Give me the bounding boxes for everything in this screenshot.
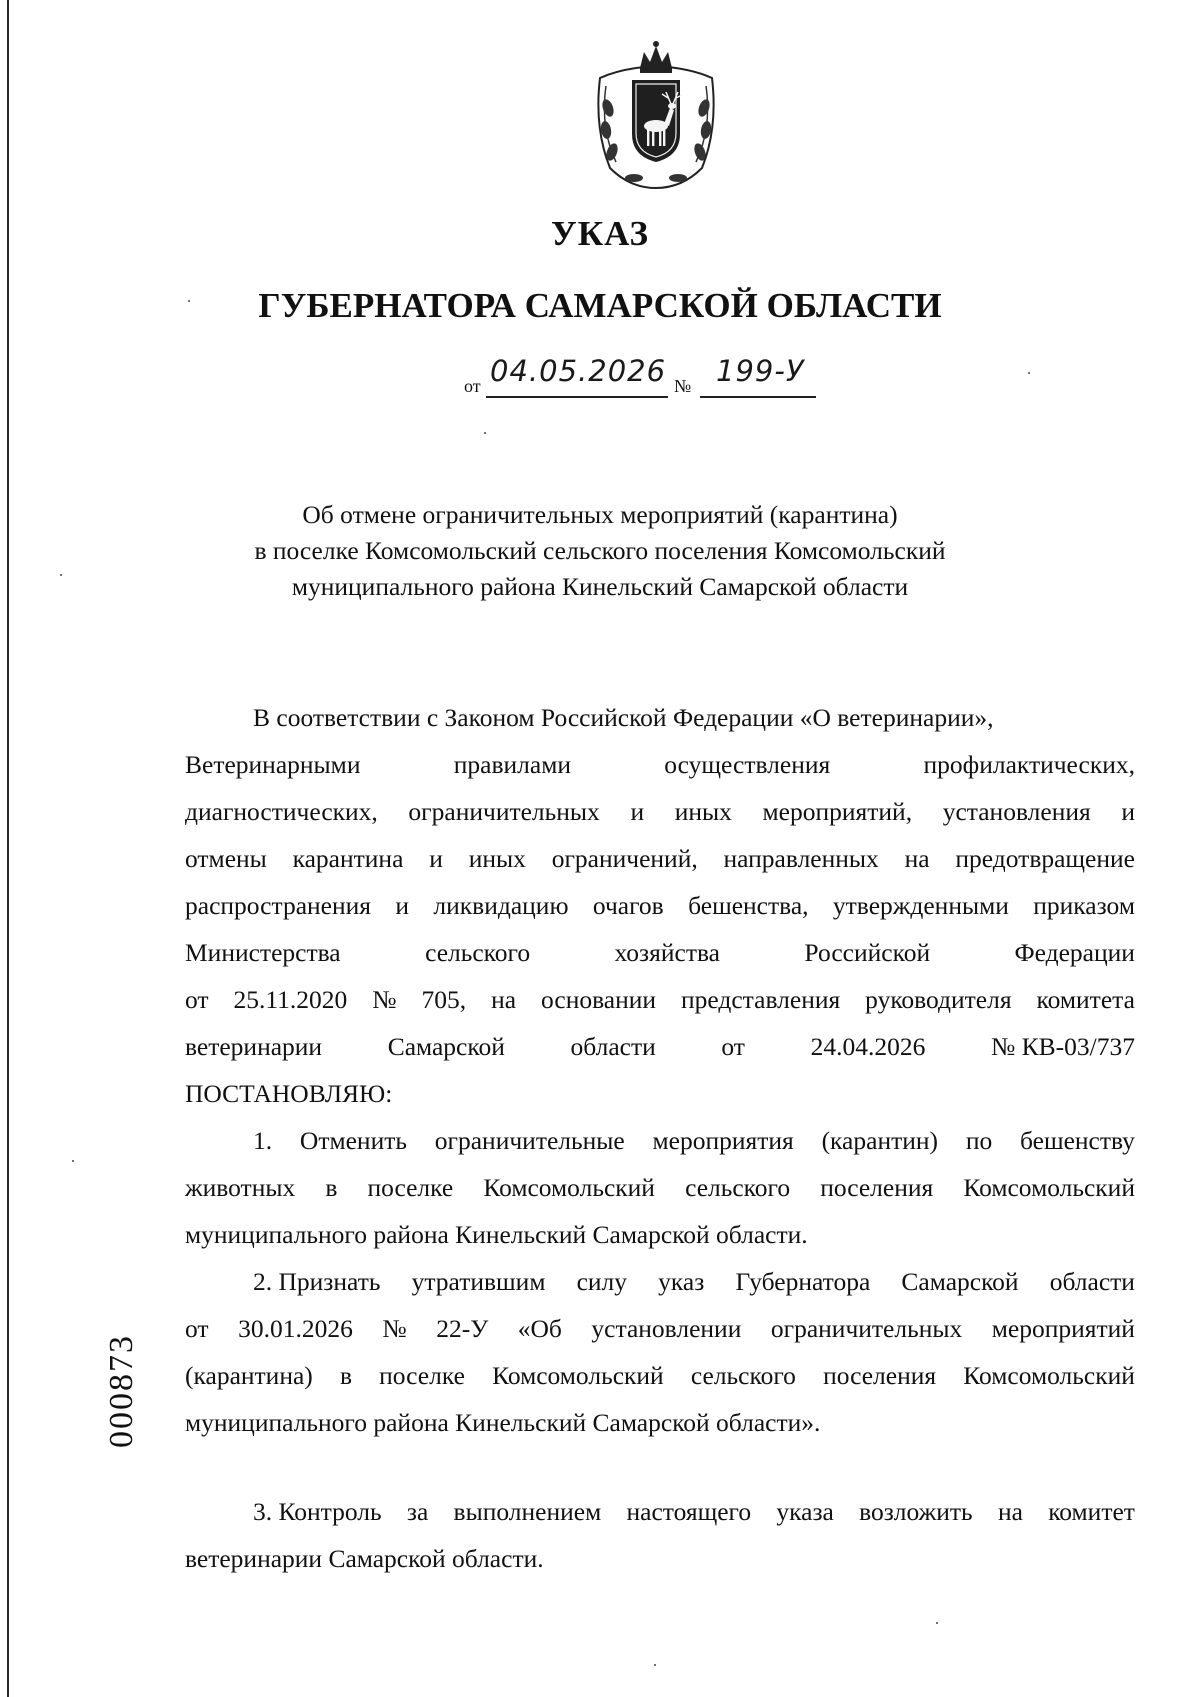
- decree-subject: [150, 497, 1050, 605]
- preamble-line: ветеринарии Самарской области от 24.04.2026 № КВ-03/737: [185, 1032, 1135, 1061]
- scan-speck: [60, 574, 62, 576]
- date-number-line: [464, 354, 864, 404]
- document-type-title: УКАЗ: [551, 214, 649, 253]
- item-3-line: ветеринарии Самарской области.: [185, 1544, 544, 1573]
- scan-speck: [484, 432, 486, 434]
- number-underline: [700, 396, 816, 398]
- issuer-title: ГУБЕРНАТОРА САМАРСКОЙ ОБЛАСТИ: [258, 286, 942, 325]
- item-2-line: 2. Признать утратившим силу указ Губернатора Самарской области: [253, 1267, 1135, 1296]
- date-underline: [486, 396, 668, 398]
- subject-line: в поселке Комсомольский сельского поселения Комсомольский: [254, 536, 946, 565]
- preamble-line: отмены карантина и иных ограничений, направленных на предотвращение: [185, 844, 1135, 873]
- date-prefix-label: от: [464, 376, 481, 396]
- scan-speck: [936, 1622, 938, 1624]
- margin-registration-number: 000873: [103, 1334, 140, 1448]
- subject-line: муниципального района Кинельский Самарской области: [291, 572, 909, 601]
- preamble-line: В соответствии с Законом Российской Федерации «О ветеринарии»,: [253, 703, 994, 732]
- item-2-line: (карантина) в поселке Комсомольский сельского поселения Комсомольский: [185, 1361, 1135, 1390]
- item-1-line: 1. Отменить ограничительные мероприятия (карантин) по бешенству: [253, 1126, 1135, 1155]
- number-label: №: [674, 376, 692, 396]
- item-1-line: животных в поселке Комсомольский сельского поселения Комсомольский: [185, 1173, 1135, 1202]
- handwritten-number: 199-У: [716, 354, 805, 388]
- coat-of-arms-icon: [590, 38, 722, 190]
- preamble-line: диагностических, ограничительных и иных мероприятий, установления и: [185, 797, 1135, 826]
- scan-speck: [188, 300, 190, 302]
- item-2-line: от 30.01.2026 № 22-У «Об установлении ограничительных мероприятий: [185, 1314, 1135, 1343]
- preamble-line: Министерства сельского хозяйства Российской Федерации: [185, 938, 1135, 967]
- handwritten-date: 04.05.2026: [490, 354, 667, 388]
- subject-line: Об отмене ограничительных мероприятий (карантина): [302, 500, 898, 529]
- item-2-line: муниципального района Кинельский Самарской области».: [185, 1408, 821, 1437]
- resolution-word: ПОСТАНОВЛЯЮ:: [185, 1079, 393, 1108]
- item-3-line: 3. Контроль за выполнением настоящего указа возложить на комитет: [253, 1497, 1135, 1526]
- preamble-line: распространения и ликвидацию очагов бешенства, утвержденными приказом: [185, 891, 1135, 920]
- scan-speck: [654, 1664, 656, 1666]
- left-margin-rule: [7, 0, 9, 1697]
- preamble-line: от 25.11.2020 № 705, на основании представления руководителя комитета: [185, 985, 1135, 1014]
- scan-speck: [1028, 372, 1030, 374]
- scan-speck: [72, 1160, 74, 1162]
- preamble-line: Ветеринарными правилами осуществления профилактических,: [185, 750, 1135, 779]
- item-1-line: муниципального района Кинельский Самарской области.: [185, 1220, 808, 1249]
